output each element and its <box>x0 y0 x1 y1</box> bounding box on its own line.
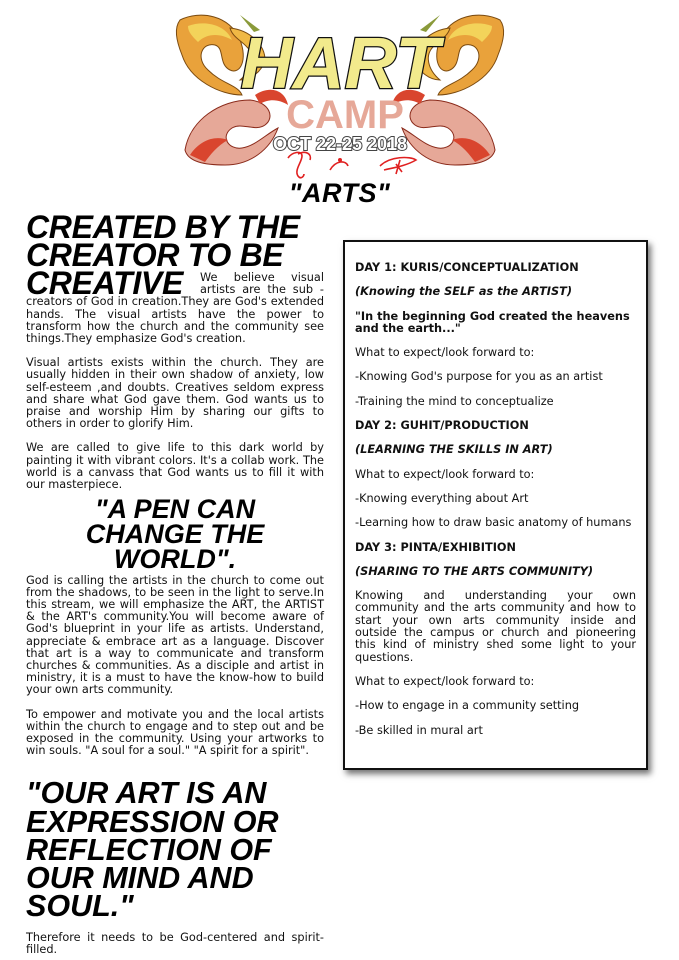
day1-verse: "In the beginning God created the heavens and the earth..." <box>355 309 630 335</box>
day1-item: -Knowing God's purpose for you as an artist <box>355 370 603 384</box>
page-title: "ARTS" <box>288 178 391 208</box>
day1-expect: What to expect/look forward to: <box>355 346 535 360</box>
day3-description: Knowing and understanding your own community and the arts community and how to start your own arts community inside and outside the campus or church and pioneering this kind of ministry shed some light to your questions. <box>355 589 636 664</box>
quote-line: OUR MIND AND <box>26 860 254 895</box>
intro-paragraph: creators of God in creation.They are God's extended hands. The visual artists have the power to transform how the church and the community see things.They emphasize God's creation. <box>26 295 324 345</box>
logo-hart-text: HART <box>240 24 440 104</box>
quote-pen <box>26 494 324 574</box>
day1-title: DAY 1: KURIS/CONCEPTUALIZATION <box>355 261 579 274</box>
main-heading-last: CREATIVE <box>26 265 184 302</box>
day2-title: DAY 2: GUHIT/PRODUCTION <box>355 419 529 433</box>
logo-date-text: OCT 22-25 2018 <box>272 134 408 154</box>
schedule-box <box>343 240 648 770</box>
quote-line: EXPRESSION OR <box>26 804 279 839</box>
paragraph-therefore: Therefore it needs to be God-centered and spirit-filled. <box>26 930 324 956</box>
day2-expect: What to expect/look forward to: <box>355 467 535 481</box>
day3-title: DAY 3: PINTA/EXHIBITION <box>355 540 516 554</box>
logo-camp-text: CAMP <box>286 93 404 137</box>
lead-row <box>26 265 324 302</box>
lead-inline-text: We believe visual artists are the sub - <box>200 271 324 297</box>
logo-script-mark <box>288 152 416 177</box>
quote-our-art <box>26 776 324 923</box>
main-heading-line: CREATOR TO BE <box>26 237 284 274</box>
day3-item: -How to engage in a community setting <box>355 699 580 713</box>
main-heading <box>26 209 324 274</box>
day2-subtitle: (LEARNING THE SKILLS IN ART) <box>355 443 553 457</box>
main-heading-line: CREATED BY THE <box>26 209 300 245</box>
hart-camp-logo <box>170 0 510 180</box>
logo-artwork <box>170 0 510 180</box>
paragraph-called: We are called to give life to this dark world by painting it with vibrant colors. It's a collab work. The world is a canvass that God wants us to fill it with our masterpiece. <box>26 441 324 491</box>
day3-subtitle: (SHARING TO THE ARTS COMMUNITY) <box>355 564 594 578</box>
paragraph-empower: To empower and motivate you and the local artists within the church to engage and to step out and be exposed in the community. Using your artworks to win souls. "A soul for a soul." "A spirit for a spirit". <box>26 707 324 758</box>
day1-subtitle: (Knowing the SELF as the ARTIST) <box>355 285 572 299</box>
left-column <box>26 209 324 956</box>
quote-line: SOUL." <box>26 888 134 923</box>
quote-line: "OUR ART IS AN <box>26 776 267 811</box>
paragraph-calling: God is calling the artists in the church to come out from the shadows, to be seen in the light to serve.In this stream, we will emphasize the ART, the ARTIST & the ART's community.You will become aware of God's blueprint in your life as artists. Understand, appreciate & embrace art as a language. Discover that art is a way to communicate and transform churches & communities. As a disciple and artist in ministry, it is a must to have the know-how to build your own arts community. <box>26 573 324 697</box>
quote-line: "A PEN CAN <box>94 494 256 525</box>
day2-item: -Learning how to draw basic anatomy of humans <box>355 516 632 530</box>
day2-item: -Knowing everything about Art <box>355 491 529 505</box>
quote-line: WORLD". <box>113 543 237 574</box>
quote-line: CHANGE THE <box>85 518 265 549</box>
quote-line: REFLECTION OF <box>26 832 272 867</box>
day1-item: -Training the mind to conceptualize <box>355 394 554 408</box>
day3-item: -Be skilled in mural art <box>355 723 483 737</box>
day3-expect: What to expect/look forward to: <box>355 674 535 688</box>
paragraph-visual-artists: Visual artists exists within the church. They are usually hidden in their own shadow of anxiety, low self-esteem ,and doubts. Creatives seldom express and share what God gave them. God wants us to praise and worship Him by sharing our gifts to others in order to glorify Him. <box>26 356 324 431</box>
